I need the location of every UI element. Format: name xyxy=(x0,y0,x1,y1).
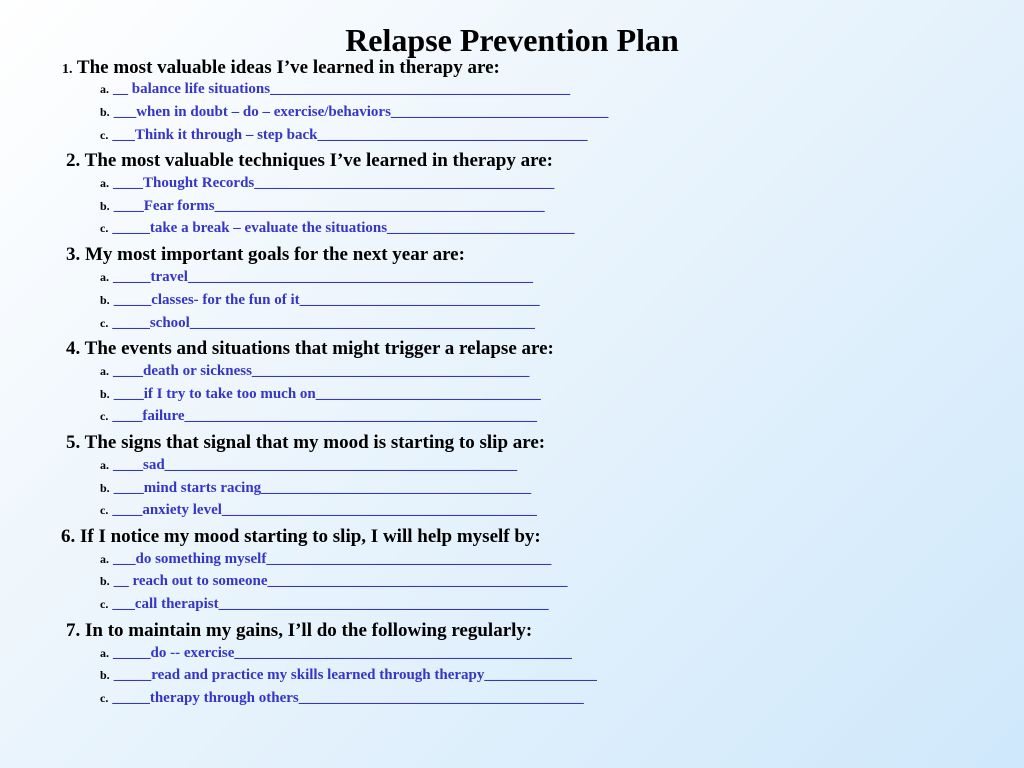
item-text: ___do something myself______________________________________ xyxy=(113,551,552,567)
section-number: 4. xyxy=(66,338,81,359)
item-text: ____Fear forms____________________________________________ xyxy=(113,198,545,214)
section-heading-text: My most important goals for the next year are: xyxy=(85,244,465,265)
section-number: 1. xyxy=(62,62,73,77)
section-1-heading xyxy=(62,57,500,79)
section-number: 3. xyxy=(66,244,81,265)
section-number: 2. xyxy=(66,150,81,171)
item-text: _____take a break – evaluate the situations_________________________ xyxy=(112,220,575,236)
list-item xyxy=(100,596,549,613)
item-letter: a. xyxy=(100,176,109,190)
section-heading-text: The most valuable ideas I’ve learned in therapy are: xyxy=(76,57,500,78)
item-letter: b. xyxy=(100,668,110,682)
item-text: __ reach out to someone________________________________________ xyxy=(113,573,568,589)
item-text: ___call therapist____________________________________________ xyxy=(112,596,549,612)
section-4-heading xyxy=(66,338,554,360)
list-item xyxy=(100,457,517,474)
item-letter: c. xyxy=(100,221,109,235)
list-item xyxy=(100,220,575,237)
item-letter: a. xyxy=(100,82,109,96)
section-number: 7. xyxy=(66,620,81,641)
item-text: _____do -- exercise_____________________________________________ xyxy=(113,645,572,661)
section-7-heading xyxy=(66,620,532,642)
item-letter: a. xyxy=(100,646,109,660)
section-6-heading xyxy=(61,526,541,548)
item-letter: b. xyxy=(100,574,110,588)
item-letter: a. xyxy=(100,364,109,378)
item-text: ___when in doubt – do – exercise/behaviors_____________________________ xyxy=(113,104,609,120)
list-item xyxy=(100,408,537,425)
item-text: _____therapy through others______________________________________ xyxy=(112,690,584,706)
section-heading-text: The most valuable techniques I’ve learned in therapy are: xyxy=(84,150,553,171)
section-number: 6. xyxy=(61,526,76,547)
item-letter: b. xyxy=(100,105,110,119)
item-letter: b. xyxy=(100,481,110,495)
item-text: ____sad_______________________________________________ xyxy=(113,457,518,473)
list-item xyxy=(100,363,529,380)
section-heading-text: The events and situations that might trigger a relapse are: xyxy=(84,338,554,359)
section-heading-text: In to maintain my gains, I’ll do the following regularly: xyxy=(85,620,533,641)
item-text: ____anxiety level__________________________________________ xyxy=(112,502,537,518)
item-letter: c. xyxy=(100,503,109,517)
item-letter: b. xyxy=(100,199,110,213)
page-title: Relapse Prevention Plan xyxy=(345,22,679,58)
item-letter: c. xyxy=(100,597,109,611)
list-item xyxy=(100,502,537,519)
item-text: _____travel______________________________________________ xyxy=(113,269,533,285)
item-text: _____classes- for the fun of it________________________________ xyxy=(113,292,540,308)
item-letter: a. xyxy=(100,458,109,472)
item-text: ____if I try to take too much on______________________________ xyxy=(113,386,541,402)
section-3-heading xyxy=(66,244,465,266)
item-text: ____mind starts racing____________________________________ xyxy=(113,480,532,496)
list-item xyxy=(100,104,608,121)
section-heading-text: The signs that signal that my mood is starting to slip are: xyxy=(84,432,546,453)
list-item xyxy=(100,480,531,497)
item-text: ____Thought Records________________________________________ xyxy=(113,175,555,191)
section-number: 5. xyxy=(66,432,81,453)
item-text: __ balance life situations________________________________________ xyxy=(113,81,571,97)
item-letter: a. xyxy=(100,552,109,566)
item-text: ___Think it through – step back____________________________________ xyxy=(112,127,588,143)
list-item xyxy=(100,81,570,98)
item-text: ____failure_______________________________________________ xyxy=(112,408,538,424)
list-item xyxy=(100,386,541,403)
item-letter: b. xyxy=(100,387,110,401)
section-5-heading xyxy=(66,432,545,454)
item-letter: c. xyxy=(100,316,109,330)
item-text: ____death or sickness_____________________________________ xyxy=(113,363,530,379)
item-text: _____school______________________________________________ xyxy=(112,315,535,331)
list-item xyxy=(100,127,588,144)
list-item xyxy=(100,269,533,286)
item-letter: b. xyxy=(100,293,110,307)
list-item xyxy=(100,573,568,590)
item-letter: c. xyxy=(100,128,109,142)
item-letter: c. xyxy=(100,691,109,705)
section-2-heading xyxy=(66,150,553,172)
list-item xyxy=(100,645,572,662)
list-item xyxy=(100,551,551,568)
list-item xyxy=(100,315,535,332)
list-item xyxy=(100,198,545,215)
list-item xyxy=(100,175,554,192)
section-heading-text: If I notice my mood starting to slip, I will help myself by: xyxy=(80,526,541,547)
list-item xyxy=(100,690,584,707)
item-letter: a. xyxy=(100,270,109,284)
list-item xyxy=(100,667,597,684)
item-letter: c. xyxy=(100,409,109,423)
item-text: _____read and practice my skills learned through therapy_______________ xyxy=(113,667,597,683)
list-item xyxy=(100,292,540,309)
